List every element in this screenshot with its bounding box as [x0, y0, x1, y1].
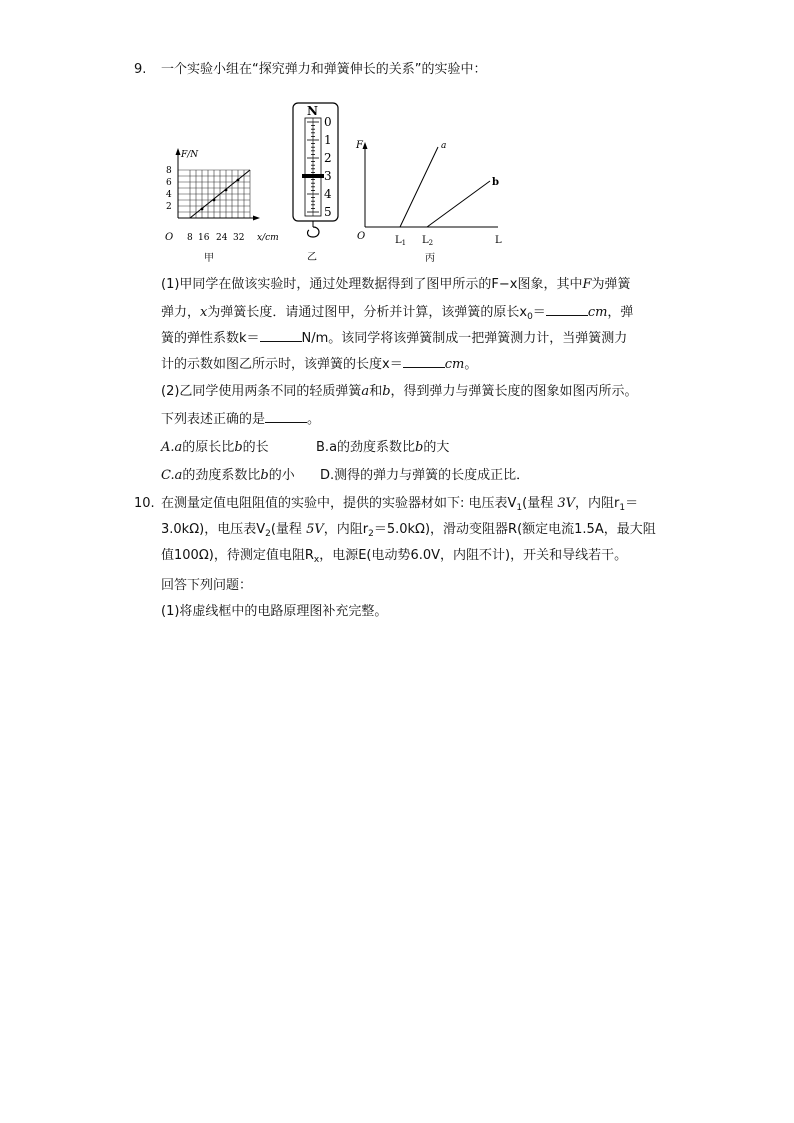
jia-x-tick-16: 16 — [198, 233, 210, 243]
option-b[interactable]: B.a的劲度系数比b的大 — [316, 440, 450, 455]
bing-caption: 丙 — [425, 253, 435, 264]
q10-line5: (1)将虚线框中的电路原理图补充完整。 — [161, 604, 388, 619]
question-number-10: 10. — [134, 496, 155, 511]
jia-y-tick-2: 2 — [166, 202, 172, 212]
jia-y-tick-6: 6 — [166, 178, 172, 188]
jia-y-axis-label: F/N — [181, 150, 199, 160]
option-a[interactable]: A.a的原长比b的长 — [161, 440, 269, 455]
bing-origin-label: O — [357, 231, 366, 242]
blank-spring-length[interactable] — [403, 354, 445, 368]
jia-caption: 甲 — [204, 253, 214, 264]
q10-line4: 回答下列问题： — [161, 578, 253, 593]
option-c[interactable]: C.a的劲度系数比b的小 — [161, 468, 295, 483]
jia-y-tick-4: 4 — [166, 190, 172, 200]
yi-scale-0: 0 — [324, 115, 332, 129]
bing-line-a-label: a — [441, 141, 447, 151]
q9-part2-line2: 下列表述正确的是 。 — [161, 409, 320, 429]
bing-line-b-label: b — [492, 177, 499, 188]
bing-y-axis-label: F — [356, 140, 363, 151]
q10-line2: 3.0kΩ)，电压表$V_2$(量程 5V，内阻$r_2=5.0k\Omega$)，滑动变阻器R(额定电流1.5A，最大阻 — [161, 522, 656, 539]
q9-part1-line1: (1)甲同学在做该实验时，通过处理数据得到了图甲所示的F−x图象，其中F为弹簧 — [161, 277, 631, 292]
q9-part1-line4: 计的示数如图乙所示时，该弹簧的长度x＝ cm。 — [161, 354, 477, 374]
q9-part1-line2: 弹力，x为弹簧长度．请通过图甲，分析并计算，该弹簧的原长$x_0=$ cm，弹 — [161, 302, 633, 326]
yi-scale-3: 3 — [324, 169, 332, 183]
jia-y-tick-8: 8 — [166, 166, 172, 176]
bing-x-axis-label: L — [495, 235, 502, 246]
blank-spring-constant[interactable] — [260, 328, 302, 342]
yi-scale-1: 1 — [324, 133, 332, 147]
yi-hook-icon — [308, 227, 319, 237]
jia-x-tick-32: 32 — [233, 233, 245, 243]
q9-part1-line3: 簧的弹性系数k＝ N/m。该同学将该弹簧制成一把弹簧测力计，当弹簧测力 — [161, 328, 627, 348]
blank-original-length[interactable] — [546, 302, 588, 316]
yi-caption: 乙 — [307, 252, 317, 263]
q10-line3: 值100Ω)，待测定值电阻$R_x$，电源E(电动势6.0V，内阻不计)，开关和导线若干。 — [161, 548, 628, 565]
yi-unit-label: N — [307, 104, 318, 118]
yi-scale-2: 2 — [324, 151, 332, 165]
option-d[interactable]: D.测得的弹力与弹簧的长度成正比． — [320, 468, 530, 483]
blank-correct-choice[interactable] — [265, 409, 307, 423]
yi-scale-5: 5 — [324, 205, 332, 219]
figure-bing-graph — [350, 130, 510, 265]
q9-part2-line1: (2)乙同学使用两条不同的轻质弹簧a和b，得到弹力与弹簧长度的图象如图丙所示。 — [161, 384, 638, 399]
figure-yi-spring-scale — [288, 98, 348, 268]
jia-x-axis-label: x/cm — [257, 233, 279, 243]
yi-scale-4: 4 — [324, 187, 332, 201]
bing-l2-label: $L_2$ — [422, 235, 434, 247]
q10-line1: 在测量定值电阻阻值的实验中，提供的实验器材如下: 电压表$V_1$(量程 3V，内阻$r_1=$ — [161, 496, 639, 513]
question-number-9: 9. — [134, 62, 147, 77]
jia-x-tick-24: 24 — [216, 233, 228, 243]
figure-jia-graph — [160, 140, 280, 265]
bing-line-a — [400, 147, 438, 227]
jia-x-tick-8: 8 — [187, 233, 193, 243]
bing-line-b — [427, 181, 490, 227]
bing-l1-label: $L_1$ — [395, 235, 407, 247]
jia-origin-label: O — [165, 232, 174, 243]
question-9-stem: 一个实验小组在“探究弹力和弹簧伸长的关系”的实验中： — [161, 62, 487, 77]
